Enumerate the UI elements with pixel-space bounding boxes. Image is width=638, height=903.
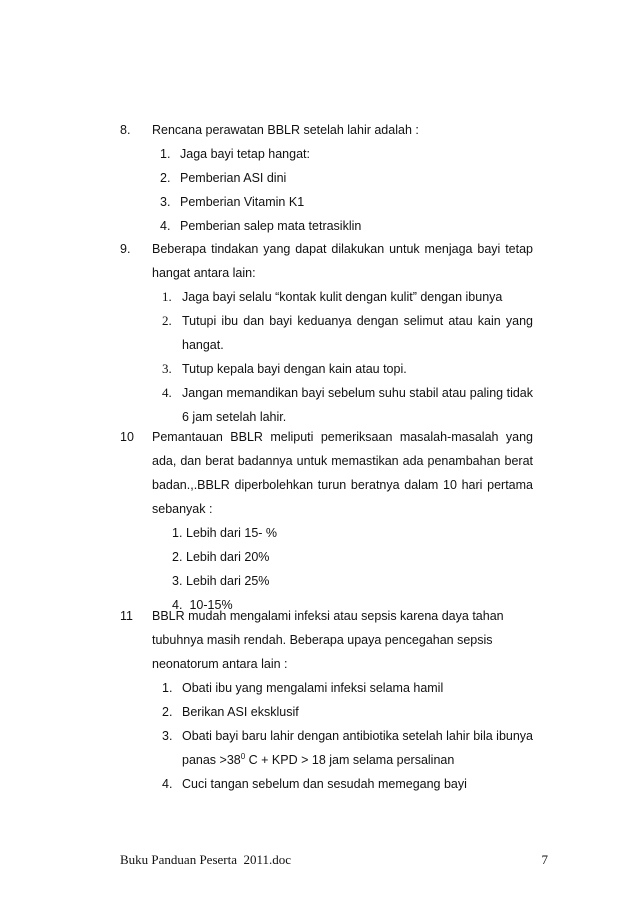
sub-number: 1. (160, 147, 171, 161)
item-intro: Rencana perawatan BBLR setelah lahir adalah : (152, 123, 419, 137)
item-number: 8. (120, 123, 131, 137)
sub-text (182, 724, 533, 772)
item-intro-line: neonatorum antara lain : (152, 657, 288, 671)
condition-text: C + KPD > 18 jam selama persalinan (245, 753, 455, 767)
sub-number: 2. (162, 313, 172, 328)
sub-list (152, 142, 533, 238)
sub-text: Pemberian salep mata tetrasiklin (180, 219, 362, 233)
item-number: 9. (120, 242, 131, 256)
sub-number: 2. (160, 171, 171, 185)
sub-text: Obati ibu yang mengalami infeksi selama hamil (182, 681, 444, 695)
sub-number: 4. (172, 598, 183, 612)
page-number: 7 (541, 852, 548, 867)
item-number: 10 (120, 430, 134, 444)
sub-list-item (162, 357, 533, 381)
sub-text: Pemberian Vitamin K1 (180, 195, 305, 209)
sub-text: Jaga bayi selalu “kontak kulit dengan kulit” dengan ibunya (182, 290, 503, 304)
sub-text: Cuci tangan sebelum dan sesudah memegang bayi (182, 777, 467, 791)
sub-list-item (160, 166, 533, 190)
item-body (152, 237, 533, 429)
sub-list-item (172, 521, 533, 545)
sub-list-item (160, 142, 533, 166)
sub-text: Lebih dari 20% (186, 550, 270, 564)
footer-document-name: Buku Panduan Peserta 2011.doc (120, 852, 292, 867)
sub-list-item (162, 724, 533, 772)
degree-superscript: 0 (240, 752, 246, 761)
sub-list (152, 676, 533, 796)
sub-number: 4. (162, 777, 173, 791)
sub-number: 3. (162, 729, 173, 743)
sub-text: Berikan ASI eksklusif (182, 705, 299, 719)
sub-list-item (162, 285, 533, 309)
sub-list-item (162, 676, 533, 700)
item-intro-line: BBLR mudah mengalami infeksi atau sepsis karena daya tahan (152, 609, 504, 623)
sub-list (152, 285, 533, 429)
sub-list-item (160, 190, 533, 214)
item-intro-line: hangat antara lain: (152, 266, 256, 280)
item-intro-line: Beberapa tindakan yang dapat dilakukan untuk menjaga bayi tetap (152, 242, 533, 256)
item-body (152, 118, 533, 238)
sub-text: Jangan memandikan bayi sebelum suhu stabil atau paling tidak 6 jam setelah lahir. (182, 386, 533, 424)
temperature-text: panas >38 (182, 753, 241, 767)
sub-list-item (162, 700, 533, 724)
sub-number: 3. (162, 361, 172, 376)
sub-text: Jaga bayi tetap hangat: (180, 147, 310, 161)
sub-list-item (162, 772, 533, 796)
item-intro-line: tubuhnya masih rendah. Beberapa upaya pencegahan sepsis (152, 633, 493, 647)
sub-text: Tutup kepala bayi dengan kain atau topi. (182, 362, 407, 376)
sub-list-item (172, 545, 533, 569)
sub-number: 4. (162, 385, 172, 400)
sub-number: 1. (162, 681, 173, 695)
sub-number: 2. (172, 550, 183, 564)
sub-text-line (182, 748, 533, 772)
sub-list-item (162, 309, 533, 357)
sub-number: 3. (160, 195, 171, 209)
sub-text: Tutupi ibu dan bayi keduanya dengan selimut atau kain yang hangat. (182, 314, 533, 352)
sub-list-item (172, 569, 533, 593)
sub-text: Lebih dari 25% (186, 574, 270, 588)
sub-list-item (160, 214, 533, 238)
item-number: 11 (120, 609, 133, 623)
item-intro: Pemantauan BBLR meliputi pemeriksaan masalah-masalah yang ada, dan berat badannya untuk memastikan ada penambahan berat badan.,.BBLR diperbolehkan turun beratnya dalam 10 hari pertama sebanyak : (152, 430, 533, 516)
item-body (152, 604, 533, 796)
sub-list-item (162, 381, 533, 429)
sub-number: 1. (162, 289, 172, 304)
sub-number: 2. (162, 705, 173, 719)
item-body (152, 425, 533, 617)
sub-text-line: Obati bayi baru lahir dengan antibiotika setelah lahir bila ibunya (182, 729, 533, 743)
sub-number: 3. (172, 574, 183, 588)
sub-text: Lebih dari 15- % (186, 526, 278, 540)
sub-list (152, 521, 533, 617)
sub-text: 10-15% (186, 598, 233, 612)
sub-number: 4. (160, 219, 171, 233)
sub-number: 1. (172, 526, 183, 540)
sub-text: Pemberian ASI dini (180, 171, 287, 185)
